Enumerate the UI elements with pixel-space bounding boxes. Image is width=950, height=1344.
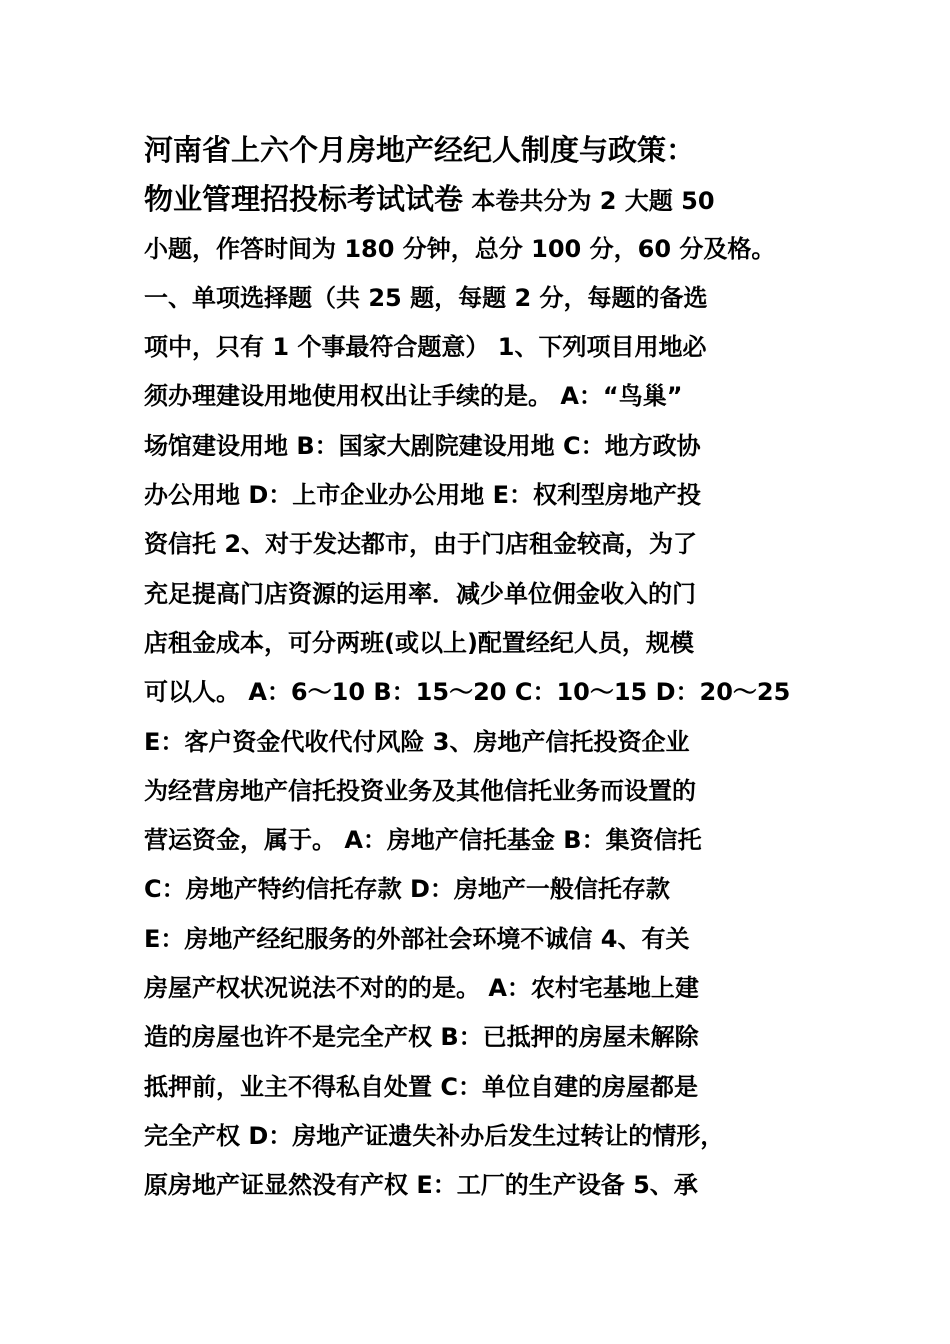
document-text-line: 店租金成本，可分两班(或以上)配置经纪人员，规模 bbox=[144, 628, 694, 657]
document-text-line: 充足提高门店资源的运用率．减少单位佣金收入的门 bbox=[144, 579, 696, 608]
document-text-line: 完全产权 D：房地产证遗失补办后发生过转让的情形， bbox=[144, 1121, 725, 1150]
document-text-line: 项中，只有 1 个事最符合题意） 1、下列项目用地必 bbox=[144, 333, 707, 362]
document-text-line: 为经营房地产信托投资业务及其他信托业务而设置的 bbox=[144, 776, 696, 805]
document-text-line: 本卷共分为 2 大题 50 bbox=[471, 187, 715, 216]
document-body bbox=[144, 126, 834, 1211]
document-text-line: 营运资金，属于。 A：房地产信托基金 B：集资信托 bbox=[144, 826, 702, 855]
document-text-line: C：房地产特约信托存款 D：房地产一般信托存款 bbox=[144, 875, 670, 904]
document-text-line: 资信托 2、对于发达都市，由于门店租金较高，为了 bbox=[144, 530, 698, 559]
document-text-line: 原房地产证显然没有产权 E：工厂的生产设备 5、承 bbox=[144, 1171, 698, 1200]
document-text-line: 房屋产权状况说法不对的的是。 A：农村宅基地上建 bbox=[144, 974, 699, 1003]
document-text-line: 造的房屋也许不是完全产权 B：已抵押的房屋未解除 bbox=[144, 1023, 699, 1052]
document-title-line-2: 物业管理招投标考试试卷 bbox=[144, 182, 464, 217]
document-text-line: E：房地产经纪服务的外部社会环境不诚信 4、有关 bbox=[144, 924, 690, 953]
document-text-line: 须办理建设用地使用权出让手续的是。 A：“鸟巢” bbox=[144, 382, 683, 411]
document-text-line: E：客户资金代收代付风险 3、房地产信托投资企业 bbox=[144, 727, 690, 756]
document-text-line: 办公用地 D：上市企业办公用地 E：权利型房地产投 bbox=[144, 481, 702, 510]
document-text-line: 抵押前，业主不得私自处置 C：单位自建的房屋都是 bbox=[144, 1072, 698, 1101]
document-text-line: 场馆建设用地 B：国家大剧院建设用地 C：地方政协 bbox=[144, 431, 701, 460]
document-text-line: 小题，作答时间为 180 分钟，总分 100 分，60 分及格。 bbox=[144, 234, 776, 263]
document-text-line: 一、单项选择题（共 25 题，每题 2 分，每题的备选 bbox=[144, 283, 708, 312]
document-text-line: 可以人。 A：6～10 B：15～20 C：10～15 D：20～25 bbox=[144, 678, 791, 707]
document-title-line-2-row bbox=[144, 175, 834, 224]
document-title-line-1: 河南省上六个月房地产经纪人制度与政策： bbox=[144, 133, 696, 167]
